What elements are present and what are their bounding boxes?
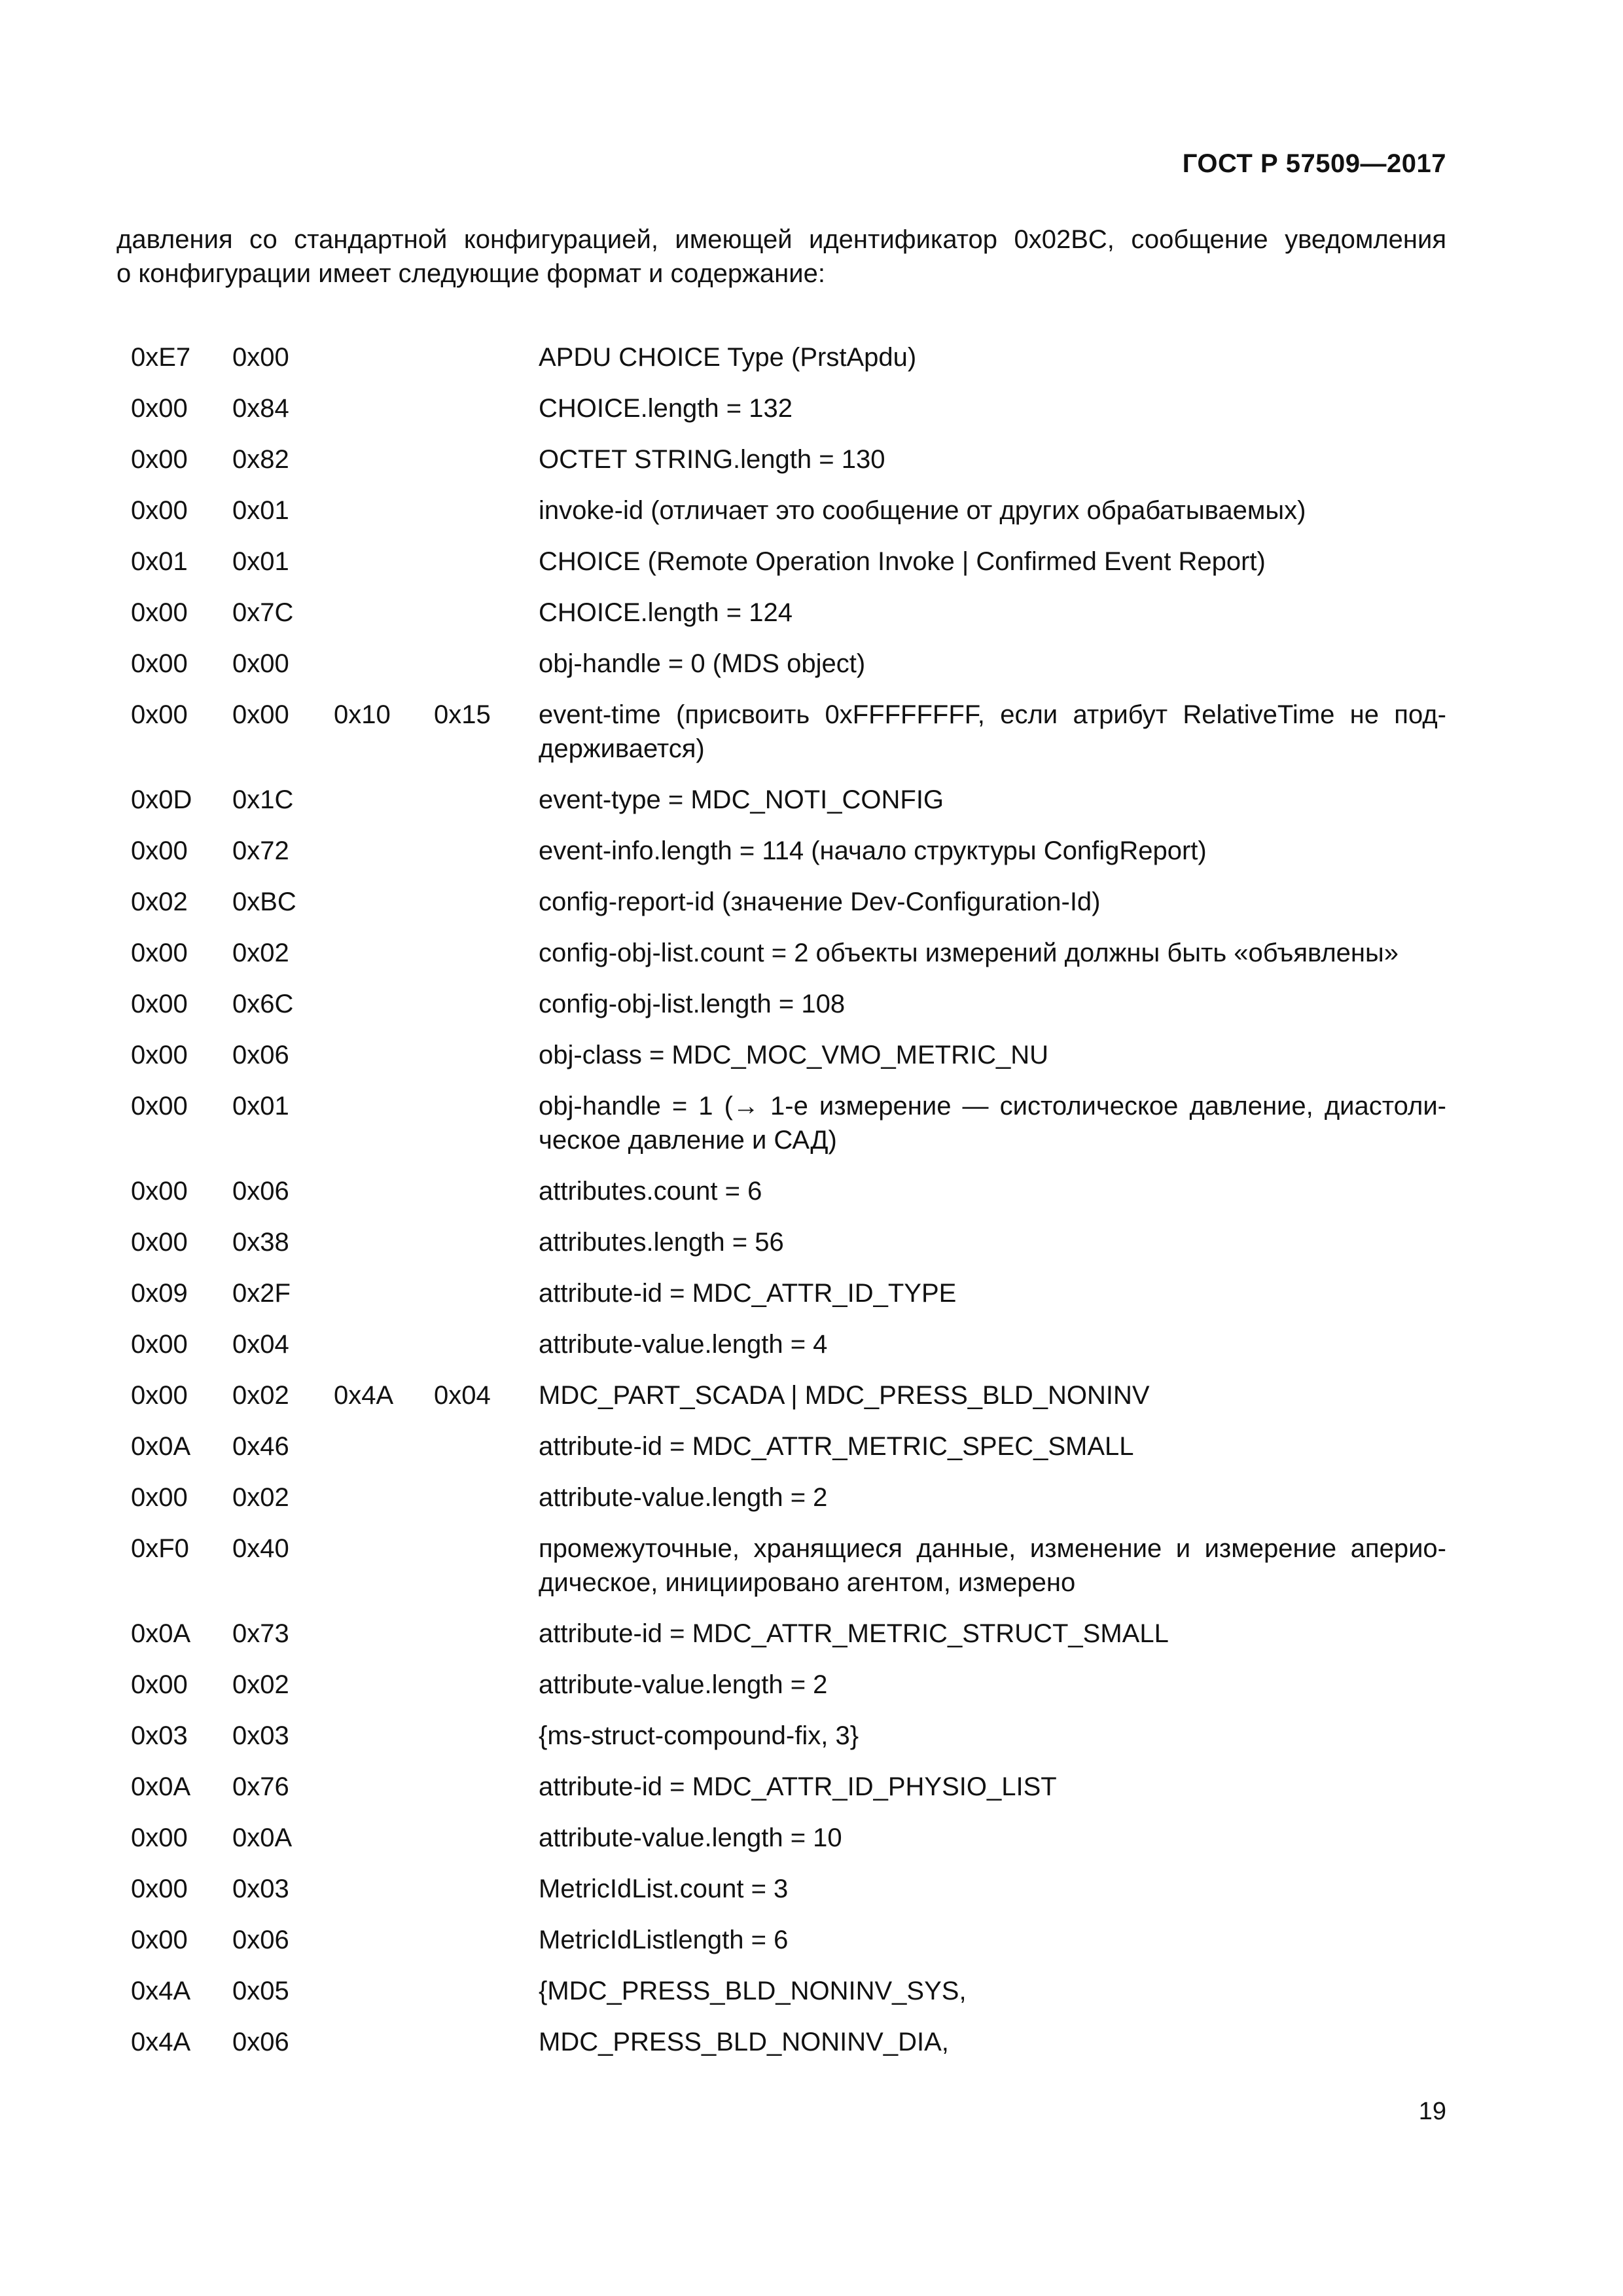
encoding-row [131, 936, 1446, 970]
row-byte-3 [334, 545, 434, 579]
row-byte-1: 0x00 [131, 1092, 188, 1121]
byte-encoding-list [131, 340, 1446, 2076]
row-byte-4 [434, 596, 539, 630]
row-byte-3 [334, 1923, 434, 1957]
row-byte-4 [434, 1429, 539, 1463]
row-byte-4 [434, 1532, 539, 1600]
row-byte-2: 0x01 [232, 547, 289, 576]
row-byte-3 [334, 987, 434, 1021]
row-description: CHOICE (Remote Operation Invoke | Confirmed Event Report) [539, 547, 1266, 576]
row-byte-3 [334, 1429, 434, 1463]
row-byte-2: 0x06 [232, 1177, 289, 1206]
encoding-row [131, 1719, 1446, 1753]
row-description: attribute-value.length = 4 [539, 1330, 828, 1359]
row-byte-1: 0x0D [131, 785, 192, 814]
row-byte-4 [434, 1225, 539, 1259]
encoding-row [131, 1429, 1446, 1463]
row-description: attribute-id = MDC_ATTR_METRIC_SPEC_SMALL [539, 1432, 1134, 1461]
row-byte-3 [334, 1480, 434, 1515]
row-description: attributes.length = 56 [539, 1228, 784, 1257]
row-byte-3 [334, 493, 434, 528]
row-byte-2: 0x01 [232, 1092, 289, 1121]
row-byte-4 [434, 442, 539, 476]
row-description: obj-handle = 0 (MDS object) [539, 649, 866, 678]
row-byte-1: 0x0A [131, 1432, 191, 1461]
row-description: MDC_PRESS_BLD_NONINV_DIA, [539, 2028, 949, 2056]
row-description: attribute-value.length = 2 [539, 1670, 828, 1699]
encoding-row [131, 885, 1446, 919]
row-byte-3 [334, 1038, 434, 1072]
row-byte-4 [434, 1617, 539, 1651]
row-byte-4 [434, 1174, 539, 1208]
row-description: промежуточные, хранящиеся данные, изменение и измерение аперио-дическое, инициировано агентом, измерено [539, 1534, 1446, 1597]
encoding-row [131, 442, 1446, 476]
row-description: attribute-id = MDC_ATTR_METRIC_STRUCT_SMALL [539, 1619, 1169, 1648]
encoding-row [131, 783, 1446, 817]
row-byte-4 [434, 1872, 539, 1906]
row-byte-3 [334, 936, 434, 970]
row-byte-1: 0x00 [131, 649, 188, 678]
row-byte-3: 0x4A [334, 1381, 394, 1410]
row-byte-2: 0x04 [232, 1330, 289, 1359]
row-description: APDU CHOICE Type (PrstApdu) [539, 343, 917, 372]
encoding-row [131, 834, 1446, 868]
row-byte-2: 0x01 [232, 496, 289, 525]
row-byte-4 [434, 545, 539, 579]
row-byte-2: 0x82 [232, 445, 289, 474]
row-byte-3 [334, 783, 434, 817]
row-byte-1: 0x00 [131, 700, 188, 729]
row-byte-1: 0x00 [131, 836, 188, 865]
row-byte-1: 0x00 [131, 990, 188, 1018]
encoding-row [131, 1378, 1446, 1412]
row-byte-2: 0x00 [232, 700, 289, 729]
row-byte-2: 0x0A [232, 1823, 293, 1852]
row-byte-2: 0x06 [232, 1926, 289, 1954]
intro-paragraph [116, 223, 1446, 291]
row-byte-1: 0x00 [131, 1926, 188, 1954]
encoding-row [131, 698, 1446, 766]
row-byte-3 [334, 596, 434, 630]
encoding-row [131, 545, 1446, 579]
row-byte-4 [434, 2025, 539, 2059]
intro-line-1: давления со стандартной конфигурацией, имеющей идентификатор 0x02BC, сообщение уведомления [116, 225, 1446, 254]
row-byte-1: 0x4A [131, 2028, 191, 2056]
row-byte-3 [334, 1974, 434, 2008]
row-byte-1: 0x00 [131, 496, 188, 525]
row-byte-1: 0x00 [131, 1823, 188, 1852]
row-byte-3 [334, 1668, 434, 1702]
row-byte-1: 0x0A [131, 1772, 191, 1801]
row-description: event-info.length = 114 (начало структуры ConfigReport) [539, 836, 1207, 865]
row-byte-1: 0x00 [131, 445, 188, 474]
row-byte-4 [434, 1770, 539, 1804]
row-description: attribute-id = MDC_ATTR_ID_PHYSIO_LIST [539, 1772, 1057, 1801]
intro-line-2: о конфигурации имеет следующие формат и содержание: [116, 259, 825, 288]
page-number: 19 [1418, 2098, 1446, 2125]
encoding-row [131, 1225, 1446, 1259]
row-description: invoke-id (отличает это сообщение от других обрабатываемых) [539, 496, 1306, 525]
encoding-row [131, 2025, 1446, 2059]
encoding-row [131, 1872, 1446, 1906]
document-id-header: ГОСТ Р 57509—2017 [1182, 149, 1446, 178]
row-description: MDC_PART_SCADA | MDC_PRESS_BLD_NONINV [539, 1381, 1150, 1410]
row-byte-3: 0x10 [334, 700, 391, 729]
encoding-row [131, 987, 1446, 1021]
row-byte-3 [334, 1821, 434, 1855]
row-byte-4 [434, 1480, 539, 1515]
row-description: attribute-value.length = 10 [539, 1823, 842, 1852]
row-byte-4 [434, 1038, 539, 1072]
row-byte-2: 0x76 [232, 1772, 289, 1801]
row-byte-4 [434, 1974, 539, 2008]
row-byte-1: 0xE7 [131, 343, 191, 372]
row-byte-2: 0x02 [232, 1381, 289, 1410]
row-description: CHOICE.length = 124 [539, 598, 793, 627]
row-byte-1: 0x09 [131, 1279, 188, 1308]
row-byte-1: 0x00 [131, 394, 188, 423]
row-byte-3 [334, 885, 434, 919]
encoding-row [131, 1617, 1446, 1651]
row-description: attribute-value.length = 2 [539, 1483, 828, 1512]
row-byte-1: 0xF0 [131, 1534, 189, 1563]
row-byte-3 [334, 1276, 434, 1310]
row-byte-2: 0x1C [232, 785, 294, 814]
row-byte-3 [334, 1089, 434, 1157]
row-byte-3 [334, 647, 434, 681]
encoding-row [131, 1276, 1446, 1310]
row-byte-1: 0x00 [131, 1177, 188, 1206]
row-byte-1: 0x00 [131, 1670, 188, 1699]
row-description: obj-handle = 1 (→ 1-е измерение — систолическое давление, диастоли-ческое давление и САД) [539, 1092, 1446, 1155]
row-byte-1: 0x02 [131, 888, 188, 916]
row-byte-4 [434, 340, 539, 374]
encoding-row [131, 1770, 1446, 1804]
encoding-row [131, 647, 1446, 681]
row-byte-1: 0x00 [131, 1874, 188, 1903]
row-description: event-type = MDC_NOTI_CONFIG [539, 785, 944, 814]
row-byte-2: 0x02 [232, 1483, 289, 1512]
row-byte-2: 0x03 [232, 1721, 289, 1750]
row-byte-2: 0x38 [232, 1228, 289, 1257]
row-byte-2: 0x6C [232, 990, 294, 1018]
row-byte-4 [434, 987, 539, 1021]
encoding-row [131, 340, 1446, 374]
row-description: attribute-id = MDC_ATTR_ID_TYPE [539, 1279, 957, 1308]
row-description: OCTET STRING.length = 130 [539, 445, 885, 474]
row-description: event-time (присвоить 0xFFFFFFFF, если атрибут RelativeTime не под-держивается) [539, 700, 1446, 763]
row-byte-3 [334, 442, 434, 476]
encoding-row [131, 391, 1446, 425]
row-byte-1: 0x0A [131, 1619, 191, 1648]
row-byte-1: 0x00 [131, 1330, 188, 1359]
row-byte-3 [334, 340, 434, 374]
row-byte-2: 0x46 [232, 1432, 289, 1461]
encoding-row [131, 1532, 1446, 1600]
row-byte-1: 0x03 [131, 1721, 188, 1750]
encoding-row [131, 1174, 1446, 1208]
row-byte-3 [334, 1872, 434, 1906]
row-byte-3 [334, 391, 434, 425]
row-byte-4 [434, 1089, 539, 1157]
row-byte-2: 0xBC [232, 888, 296, 916]
row-description: CHOICE.length = 132 [539, 394, 793, 423]
row-byte-3 [334, 1617, 434, 1651]
row-byte-2: 0x73 [232, 1619, 289, 1648]
row-byte-2: 0x72 [232, 836, 289, 865]
row-byte-1: 0x00 [131, 1228, 188, 1257]
row-description: MetricIdList.count = 3 [539, 1874, 789, 1903]
row-byte-2: 0x2F [232, 1279, 291, 1308]
row-byte-1: 0x00 [131, 598, 188, 627]
row-byte-2: 0x02 [232, 1670, 289, 1699]
row-description: MetricIdListlength = 6 [539, 1926, 789, 1954]
encoding-row [131, 1327, 1446, 1361]
row-byte-1: 0x4A [131, 1977, 191, 2005]
row-byte-2: 0x7C [232, 598, 294, 627]
row-byte-2: 0x00 [232, 343, 289, 372]
row-byte-4 [434, 783, 539, 817]
row-byte-4: 0x15 [434, 700, 491, 729]
row-description: obj-class = MDC_MOC_VMO_METRIC_NU [539, 1041, 1049, 1069]
row-byte-4 [434, 493, 539, 528]
row-byte-2: 0x40 [232, 1534, 289, 1563]
row-byte-1: 0x00 [131, 1381, 188, 1410]
row-byte-3 [334, 834, 434, 868]
row-byte-2: 0x06 [232, 2028, 289, 2056]
encoding-row [131, 596, 1446, 630]
row-byte-4 [434, 1668, 539, 1702]
row-byte-4 [434, 885, 539, 919]
encoding-row [131, 1089, 1446, 1157]
row-byte-4 [434, 834, 539, 868]
row-byte-3 [334, 1225, 434, 1259]
row-byte-2: 0x03 [232, 1874, 289, 1903]
row-byte-4 [434, 1821, 539, 1855]
row-byte-2: 0x84 [232, 394, 289, 423]
encoding-row [131, 1038, 1446, 1072]
row-byte-2: 0x00 [232, 649, 289, 678]
row-byte-1: 0x01 [131, 547, 188, 576]
row-byte-4 [434, 391, 539, 425]
row-byte-3 [334, 2025, 434, 2059]
row-byte-2: 0x06 [232, 1041, 289, 1069]
row-byte-3 [334, 1770, 434, 1804]
row-byte-1: 0x00 [131, 1041, 188, 1069]
row-description: config-obj-list.count = 2 объекты измерений должны быть «объявлены» [539, 939, 1399, 967]
encoding-row [131, 1974, 1446, 2008]
row-byte-4 [434, 1327, 539, 1361]
row-byte-4 [434, 647, 539, 681]
encoding-row [131, 1821, 1446, 1855]
encoding-row [131, 493, 1446, 528]
row-byte-1: 0x00 [131, 939, 188, 967]
row-byte-2: 0x02 [232, 939, 289, 967]
row-description: config-obj-list.length = 108 [539, 990, 846, 1018]
row-byte-3 [334, 1719, 434, 1753]
row-description: {ms-struct-compound-fix, 3} [539, 1721, 859, 1750]
row-byte-1: 0x00 [131, 1483, 188, 1512]
row-byte-3 [334, 1174, 434, 1208]
row-byte-3 [334, 1532, 434, 1600]
encoding-row [131, 1668, 1446, 1702]
row-description: config-report-id (значение Dev-Configuration-Id) [539, 888, 1101, 916]
row-byte-4: 0x04 [434, 1381, 491, 1410]
row-byte-3 [334, 1327, 434, 1361]
row-byte-4 [434, 1923, 539, 1957]
row-description: attributes.count = 6 [539, 1177, 762, 1206]
row-byte-4 [434, 936, 539, 970]
encoding-row [131, 1923, 1446, 1957]
row-description: {MDC_PRESS_BLD_NONINV_SYS, [539, 1977, 967, 2005]
encoding-row [131, 1480, 1446, 1515]
row-byte-4 [434, 1719, 539, 1753]
row-byte-4 [434, 1276, 539, 1310]
row-byte-2: 0x05 [232, 1977, 289, 2005]
